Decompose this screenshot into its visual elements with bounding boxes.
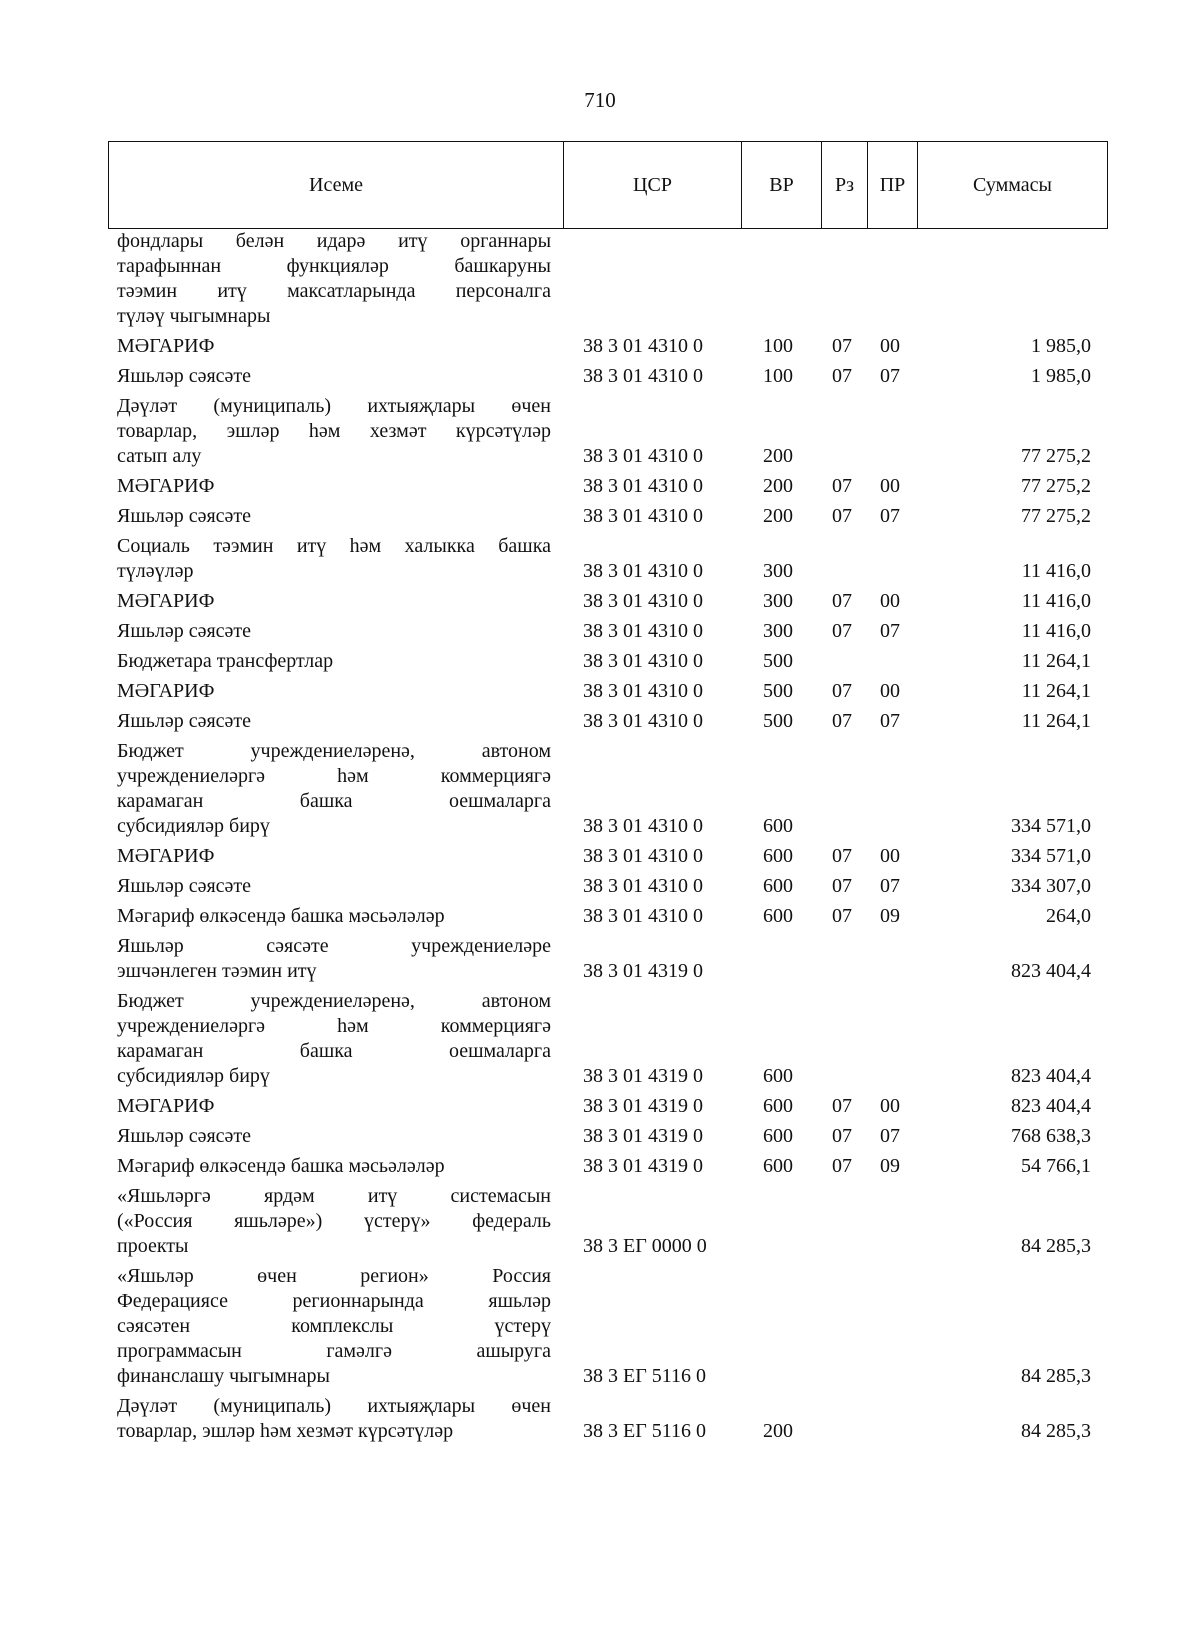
row-sum: 84 285,3	[1021, 1365, 1091, 1387]
row-name-line: түләүләр	[117, 560, 194, 582]
header-name: Исеме	[109, 142, 564, 228]
row-name-line: эшчәнлеген тәэмин итү	[117, 960, 317, 982]
row-csr: 38 3 ЕГ 5116 0	[583, 1365, 707, 1387]
row-rz: 07	[832, 365, 852, 387]
row-sum: 334 307,0	[1011, 875, 1091, 897]
row-rz: 07	[832, 1095, 852, 1117]
table-row	[0, 874, 1200, 904]
row-sum: 334 571,0	[1011, 845, 1091, 867]
row-pr: 07	[880, 710, 900, 732]
table-row	[0, 1094, 1200, 1124]
row-csr: 38 3 01 4310 0	[583, 475, 703, 497]
row-name	[117, 229, 551, 329]
row-name-line: субсидияләр бирү	[117, 815, 270, 837]
row-pr: 00	[880, 680, 900, 702]
row-name-line: Яшьләр сәясәте	[117, 365, 252, 387]
row-name	[117, 1184, 551, 1259]
row-name-line: түләү чыгымнары	[117, 305, 271, 327]
row-name-line: фондлары белән идарә итү органнары	[117, 230, 551, 252]
row-rz: 07	[832, 875, 852, 897]
row-name-line: финанслашу чыгымнары	[117, 1365, 330, 1387]
row-name-line: Яшьләр сәясәте учреждениеләре	[117, 935, 551, 957]
row-name	[117, 679, 551, 704]
row-vr: 500	[763, 680, 793, 702]
row-name-line: карамаган башка оешмаларга	[117, 1040, 551, 1062]
row-name-line: сатып алу	[117, 445, 202, 467]
row-pr: 00	[880, 590, 900, 612]
row-csr: 38 3 01 4319 0	[583, 1125, 703, 1147]
row-sum: 77 275,2	[1021, 445, 1091, 467]
row-sum: 11 264,1	[1021, 710, 1091, 732]
row-name	[117, 874, 551, 899]
header-csr: ЦСР	[564, 142, 742, 228]
row-vr: 600	[763, 1155, 793, 1177]
header-pr: ПР	[868, 142, 918, 228]
row-vr: 600	[763, 1065, 793, 1087]
row-pr: 07	[880, 365, 900, 387]
header-sum: Суммасы	[973, 173, 1052, 196]
row-name-line: Социаль тәэмин итү һәм халыкка башка	[117, 535, 551, 557]
row-name-line: МӘГАРИФ	[117, 680, 215, 702]
row-sum: 77 275,2	[1021, 505, 1091, 527]
row-vr: 100	[763, 365, 793, 387]
row-name	[117, 1154, 551, 1179]
row-rz: 07	[832, 905, 852, 927]
table-body	[0, 229, 1200, 1449]
row-sum: 264,0	[1046, 905, 1091, 927]
row-rz: 07	[832, 680, 852, 702]
row-pr: 00	[880, 1095, 900, 1117]
header-vr: ВР	[742, 142, 822, 228]
row-name	[117, 334, 551, 359]
row-sum: 334 571,0	[1011, 815, 1091, 837]
row-vr: 100	[763, 335, 793, 357]
row-name-line: Яшьләр сәясәте	[117, 710, 252, 732]
row-vr: 200	[763, 1420, 793, 1442]
row-rz: 07	[832, 710, 852, 732]
row-sum: 84 285,3	[1021, 1420, 1091, 1442]
row-vr: 200	[763, 475, 793, 497]
row-name-line: Федерациясе регионнарында яшьләр	[117, 1290, 551, 1312]
table-header	[108, 141, 1108, 229]
row-name	[117, 709, 551, 734]
row-name	[117, 1264, 551, 1389]
row-csr: 38 3 01 4310 0	[583, 445, 703, 467]
row-pr: 09	[880, 905, 900, 927]
row-name-line: («Россия яшьләре») үстерү» федераль	[117, 1210, 551, 1232]
row-csr: 38 3 01 4310 0	[583, 505, 703, 527]
row-name	[117, 649, 551, 674]
row-name	[117, 394, 551, 469]
row-csr: 38 3 ЕГ 0000 0	[583, 1235, 707, 1257]
row-name-line: Яшьләр сәясәте	[117, 1125, 252, 1147]
table-row	[0, 679, 1200, 709]
row-csr: 38 3 01 4310 0	[583, 905, 703, 927]
row-csr: 38 3 01 4310 0	[583, 590, 703, 612]
row-vr: 600	[763, 905, 793, 927]
row-pr: 00	[880, 335, 900, 357]
row-name-line: МӘГАРИФ	[117, 475, 215, 497]
row-csr: 38 3 01 4310 0	[583, 560, 703, 582]
row-sum: 11 416,0	[1021, 590, 1091, 612]
row-vr: 600	[763, 875, 793, 897]
row-name-line: программасын гамәлгә ашыруга	[117, 1340, 551, 1362]
row-name-line: товарлар, эшләр һәм хезмәт күрсәтүләр	[117, 420, 551, 442]
row-rz: 07	[832, 590, 852, 612]
row-csr: 38 3 01 4319 0	[583, 1095, 703, 1117]
row-name-line: Яшьләр сәясәте	[117, 875, 252, 897]
row-name-line: тәэмин итү максатларында персоналга	[117, 280, 551, 302]
row-name-line: «Яшьләр өчен регион» Россия	[117, 1265, 551, 1287]
row-vr: 600	[763, 1125, 793, 1147]
table-row	[0, 534, 1200, 589]
table-row	[0, 334, 1200, 364]
row-csr: 38 3 01 4319 0	[583, 960, 703, 982]
row-name-line: МӘГАРИФ	[117, 845, 215, 867]
row-name	[117, 934, 551, 984]
row-csr: 38 3 01 4310 0	[583, 680, 703, 702]
row-name-line: «Яшьләргә ярдәм итү системасын	[117, 1185, 551, 1207]
row-name-line: учреждениеләргә һәм коммерциягә	[117, 1015, 551, 1037]
table-row	[0, 739, 1200, 844]
row-name-line: карамаган башка оешмаларга	[117, 790, 551, 812]
row-name	[117, 504, 551, 529]
row-name-line: Мәгариф өлкәсендә башка мәсьәләләр	[117, 1155, 445, 1177]
row-csr: 38 3 01 4310 0	[583, 815, 703, 837]
header-rz: Рз	[822, 142, 868, 228]
row-rz: 07	[832, 1155, 852, 1177]
row-sum: 1 985,0	[1031, 365, 1091, 387]
table-row	[0, 364, 1200, 394]
row-pr: 07	[880, 505, 900, 527]
row-vr: 200	[763, 505, 793, 527]
row-sum: 84 285,3	[1021, 1235, 1091, 1257]
row-sum: 823 404,4	[1011, 960, 1091, 982]
row-name-line: Дәүләт (муниципаль) ихтыяҗлары өчен	[117, 1395, 551, 1417]
row-pr: 00	[880, 475, 900, 497]
table-row	[0, 1394, 1200, 1449]
row-name-line: Яшьләр сәясәте	[117, 620, 252, 642]
row-name	[117, 844, 551, 869]
row-name-line: МӘГАРИФ	[117, 1095, 215, 1117]
row-sum: 768 638,3	[1011, 1125, 1091, 1147]
row-pr: 09	[880, 1155, 900, 1177]
row-csr: 38 3 01 4319 0	[583, 1065, 703, 1087]
page-number: 710	[584, 88, 616, 112]
row-csr: 38 3 01 4310 0	[583, 845, 703, 867]
table-row	[0, 1264, 1200, 1394]
row-name-line: товарлар, эшләр һәм хезмәт күрсәтүләр	[117, 1420, 454, 1442]
row-csr: 38 3 01 4310 0	[583, 710, 703, 732]
row-sum: 1 985,0	[1031, 335, 1091, 357]
row-rz: 07	[832, 1125, 852, 1147]
row-sum: 11 264,1	[1021, 650, 1091, 672]
row-name-line: Дәүләт (муниципаль) ихтыяҗлары өчен	[117, 395, 551, 417]
row-sum: 11 264,1	[1021, 680, 1091, 702]
row-csr: 38 3 01 4310 0	[583, 335, 703, 357]
row-rz: 07	[832, 475, 852, 497]
table-row	[0, 904, 1200, 934]
table-row	[0, 504, 1200, 534]
row-sum: 11 416,0	[1021, 560, 1091, 582]
table-row	[0, 474, 1200, 504]
row-name	[117, 1094, 551, 1119]
row-name	[117, 739, 551, 839]
row-name-line: проекты	[117, 1235, 189, 1257]
row-rz: 07	[832, 335, 852, 357]
row-sum: 77 275,2	[1021, 475, 1091, 497]
row-name	[117, 474, 551, 499]
row-name	[117, 364, 551, 389]
row-csr: 38 3 01 4310 0	[583, 620, 703, 642]
row-sum: 823 404,4	[1011, 1065, 1091, 1087]
row-vr: 300	[763, 560, 793, 582]
row-sum: 823 404,4	[1011, 1095, 1091, 1117]
table-row	[0, 1124, 1200, 1154]
row-vr: 600	[763, 845, 793, 867]
row-name-line: субсидияләр бирү	[117, 1065, 270, 1087]
row-vr: 500	[763, 710, 793, 732]
row-csr: 38 3 01 4310 0	[583, 365, 703, 387]
row-name-line: Бюджет учреждениеләренә, автоном	[117, 990, 551, 1012]
row-name-line: Бюджет учреждениеләренә, автоном	[117, 740, 551, 762]
row-name	[117, 989, 551, 1089]
table-row	[0, 394, 1200, 474]
row-name-line: МӘГАРИФ	[117, 590, 215, 612]
row-name	[117, 619, 551, 644]
row-pr: 07	[880, 1125, 900, 1147]
row-sum: 54 766,1	[1021, 1155, 1091, 1177]
table-row	[0, 989, 1200, 1094]
row-name-line: Бюджетара трансфертлар	[117, 650, 334, 672]
row-name	[117, 904, 551, 929]
row-csr: 38 3 01 4310 0	[583, 650, 703, 672]
row-vr: 600	[763, 1095, 793, 1117]
row-vr: 500	[763, 650, 793, 672]
table-row	[0, 589, 1200, 619]
row-sum: 11 416,0	[1021, 620, 1091, 642]
row-vr: 200	[763, 445, 793, 467]
row-name	[117, 1394, 551, 1444]
table-row	[0, 619, 1200, 649]
row-rz: 07	[832, 845, 852, 867]
table-row	[0, 1184, 1200, 1264]
row-name-line: МӘГАРИФ	[117, 335, 215, 357]
row-name	[117, 589, 551, 614]
row-name-line: сәясәтен комплекслы үстерү	[117, 1315, 551, 1337]
row-rz: 07	[832, 505, 852, 527]
row-name-line: Мәгариф өлкәсендә башка мәсьәләләр	[117, 905, 445, 927]
table-row	[0, 649, 1200, 679]
row-name-line: учреждениеләргә һәм коммерциягә	[117, 765, 551, 787]
row-name-line: тарафыннан функцияләр башкаруны	[117, 255, 551, 277]
table-row	[0, 934, 1200, 989]
row-pr: 07	[880, 620, 900, 642]
table-row	[0, 844, 1200, 874]
row-rz: 07	[832, 620, 852, 642]
table-row	[0, 709, 1200, 739]
row-csr: 38 3 01 4319 0	[583, 1155, 703, 1177]
row-csr: 38 3 01 4310 0	[583, 875, 703, 897]
row-pr: 00	[880, 845, 900, 867]
row-name	[117, 534, 551, 584]
row-csr: 38 3 ЕГ 5116 0	[583, 1420, 707, 1442]
table-row	[0, 1154, 1200, 1184]
row-vr: 300	[763, 620, 793, 642]
row-vr: 300	[763, 590, 793, 612]
table-row	[0, 229, 1200, 334]
row-name-line: Яшьләр сәясәте	[117, 505, 252, 527]
row-name	[117, 1124, 551, 1149]
row-pr: 07	[880, 875, 900, 897]
row-vr: 600	[763, 815, 793, 837]
